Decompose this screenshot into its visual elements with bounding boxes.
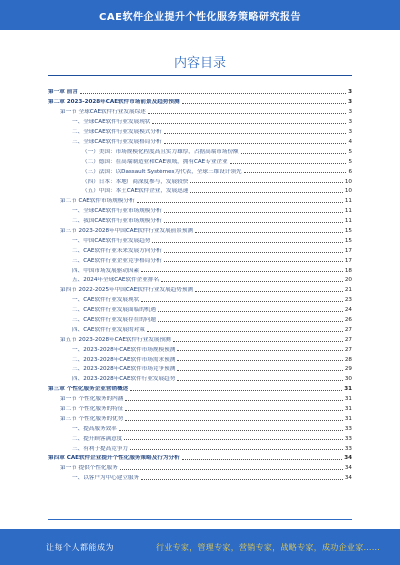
toc-entry[interactable] <box>48 284 352 294</box>
toc-entry[interactable] <box>48 383 352 393</box>
toc-entry-page: 4 <box>348 138 352 145</box>
toc-leader-dots <box>161 281 343 282</box>
toc-entry[interactable] <box>48 155 352 165</box>
toc-leader-dots <box>190 192 343 193</box>
toc-entry-title: 四、CAE软件行业发展的对策 <box>72 326 145 333</box>
toc-leader-dots <box>177 380 343 381</box>
toc-entry-title: 第二节 个性化服务的特征 <box>60 405 124 412</box>
toc-entry-title: 一、全球CAE软件行业市场规模分析 <box>72 208 162 215</box>
toc-leader-dots <box>125 400 343 401</box>
toc-entry-title: 第四节 2022-2025年中国CAE软件行业发展趋势预测 <box>60 287 194 294</box>
toc-entry-page: 34 <box>344 465 352 472</box>
toc-entry-title: 第一章 前言 <box>48 89 78 96</box>
toc-entry-page: 31 <box>344 415 352 422</box>
toc-entry-title: 第二章 2023-2028年CAE软件市场前景及趋势预测 <box>48 99 180 106</box>
toc-entry-title: 一、提高服务效率 <box>72 425 117 432</box>
toc-entry-title: 三、有利于提高竞争力 <box>72 445 128 452</box>
toc-leader-dots <box>182 459 343 460</box>
toc-entry-title: 一、以客户为中心建立服务 <box>72 475 140 482</box>
toc-entry[interactable] <box>48 363 352 373</box>
toc-entry-page: 5 <box>348 148 352 155</box>
toc-entry-title: （四）日本：本地厂商深度参与，发展较快 <box>82 178 189 185</box>
toc-leader-dots <box>125 410 343 411</box>
toc-entry-page: 29 <box>344 366 352 373</box>
toc-entry[interactable] <box>48 86 352 96</box>
toc-entry-page: 18 <box>344 267 352 274</box>
toc-entry-page: 23 <box>344 297 352 304</box>
toc-entry[interactable] <box>48 175 352 185</box>
toc-entry-title: 第三节 个性化服务的优势 <box>60 415 124 422</box>
toc-entry-page: 30 <box>344 376 352 383</box>
toc-entry[interactable] <box>48 205 352 215</box>
toc-entry-page: 10 <box>344 188 352 195</box>
toc-heading: 内容目录 <box>173 56 226 71</box>
toc-entry-page: 34 <box>344 455 352 462</box>
toc-entry[interactable] <box>48 462 352 472</box>
toc-entry-page: 3 <box>348 119 352 126</box>
toc-leader-dots <box>164 133 347 134</box>
table-of-contents <box>48 86 352 482</box>
toc-leader-dots <box>173 341 343 342</box>
toc-entry-title: 二、CAE软件行业未来发展方向分析 <box>72 247 162 254</box>
toc-leader-dots <box>164 143 347 144</box>
footer-slogan: 让每个人都能成为 <box>46 542 114 552</box>
toc-entry-page: 17 <box>344 257 352 264</box>
toc-leader-dots <box>190 182 343 183</box>
toc-entry-page: 3 <box>348 99 352 106</box>
toc-entry[interactable] <box>48 412 352 422</box>
toc-leader-dots <box>164 261 343 262</box>
toc-entry-title: 一、全球CAE软件行业发展现状 <box>72 119 151 126</box>
toc-entry-page: 28 <box>344 356 352 363</box>
toc-entry[interactable] <box>48 403 352 413</box>
toc-entry-page: 20 <box>344 277 352 284</box>
toc-entry-page: 6 <box>348 168 352 175</box>
toc-entry[interactable] <box>48 274 352 284</box>
toc-leader-dots <box>241 153 347 154</box>
heading-divider <box>48 75 352 76</box>
toc-entry[interactable] <box>48 472 352 482</box>
toc-entry-page: 27 <box>344 346 352 353</box>
toc-entry-page: 31 <box>344 405 352 412</box>
toc-entry-title: 第一节 全球CAE软件行业发展综述 <box>60 109 146 116</box>
toc-entry[interactable] <box>48 224 352 234</box>
toc-entry-title: 二、我国CAE软件行业市场规模分析 <box>72 218 162 225</box>
toc-entry[interactable] <box>48 234 352 244</box>
toc-entry[interactable] <box>48 96 352 106</box>
toc-leader-dots <box>125 420 343 421</box>
toc-entry-page: 11 <box>344 208 352 215</box>
toc-entry-title: 一、中国CAE软件行业发展趋势 <box>72 237 151 244</box>
toc-entry[interactable] <box>48 353 352 363</box>
toc-entry[interactable] <box>48 313 352 323</box>
toc-entry-title: 一、2023-2028年CAE软件市场规模预测 <box>72 346 176 353</box>
toc-entry-page: 21 <box>344 287 352 294</box>
toc-entry[interactable] <box>48 442 352 452</box>
toc-entry[interactable] <box>48 215 352 225</box>
toc-entry[interactable] <box>48 126 352 136</box>
toc-entry-title: 第一节 个性化服务的内涵 <box>60 396 124 403</box>
toc-entry[interactable] <box>48 294 352 304</box>
toc-entry-title: 五、2024年全球CAE软件企业排名 <box>72 277 160 284</box>
toc-entry-title: （三）法国：以Dassault Systèmes为代表，全球三维设计领先 <box>82 168 242 175</box>
toc-leader-dots <box>164 222 343 223</box>
toc-leader-dots <box>195 232 343 233</box>
toc-entry-title: 三、全球CAE软件行业发展格局分析 <box>72 138 162 145</box>
toc-entry-title: 三、2023-2028年CAE软件市场竞争预测 <box>72 366 176 373</box>
toc-entry[interactable] <box>48 135 352 145</box>
toc-entry-page: 33 <box>344 435 352 442</box>
toc-leader-dots <box>230 163 347 164</box>
toc-entry-title: 第四章 CAE软件企业提升个性化服务策略及行为分析 <box>48 455 180 462</box>
footer-divider <box>48 519 352 520</box>
toc-entry-title: 第五节 2023-2028年CAE软件行业发展预测 <box>60 336 171 343</box>
toc-leader-dots <box>141 301 343 302</box>
toc-entry-page: 3 <box>348 129 352 136</box>
toc-leader-dots <box>164 252 343 253</box>
toc-entry[interactable] <box>48 422 352 432</box>
toc-entry-page: 33 <box>344 425 352 432</box>
toc-leader-dots <box>137 202 343 203</box>
toc-entry-title: （五）中国：本土CAE软件企业，发展迅速 <box>82 188 189 195</box>
toc-entry-page: 10 <box>344 178 352 185</box>
toc-entry-page: 33 <box>344 445 352 452</box>
toc-entry-title: （一）美国：市场规模化程度高且实力雄厚，占据高端市场份额 <box>82 148 239 155</box>
toc-entry-title: 一、CAE软件行业发展现状 <box>72 297 140 304</box>
toc-entry-title: 四、2023-2028年CAE软件行业发展趋势 <box>72 376 176 383</box>
toc-entry-page: 31 <box>344 396 352 403</box>
toc-entry-title: 第三章 个性化服务企业营销概述 <box>48 386 129 393</box>
toc-leader-dots <box>124 439 343 440</box>
toc-leader-dots <box>119 430 343 431</box>
toc-leader-dots <box>158 311 343 312</box>
toc-leader-dots <box>120 469 343 470</box>
toc-entry[interactable] <box>48 432 352 442</box>
toc-entry[interactable] <box>48 323 352 333</box>
toc-entry-page: 15 <box>344 237 352 244</box>
toc-entry-page: 27 <box>344 326 352 333</box>
toc-entry-title: 第三节 2023-2028年中国CAE软件行业发展前景预测 <box>60 227 194 234</box>
toc-entry-title: 四、中国市场发展驱动因素 <box>72 267 140 274</box>
toc-entry-page: 11 <box>344 218 352 225</box>
toc-entry[interactable] <box>48 304 352 314</box>
toc-entry-title: 三、CAE软件行业发展存在的问题 <box>72 316 156 323</box>
toc-entry-page: 31 <box>344 386 352 393</box>
toc-leader-dots <box>130 390 342 391</box>
toc-entry-title: 二、提升顾客满意度 <box>72 435 123 442</box>
toc-entry[interactable] <box>48 165 352 175</box>
report-header <box>0 0 400 30</box>
toc-entry-title: 二、全球CAE软件行业发展模式分析 <box>72 129 162 136</box>
footer-banner <box>0 529 400 565</box>
toc-leader-dots <box>164 212 343 213</box>
toc-leader-dots <box>244 172 347 173</box>
toc-entry[interactable] <box>48 185 352 195</box>
toc-entry[interactable] <box>48 264 352 274</box>
toc-leader-dots <box>152 242 342 243</box>
toc-leader-dots <box>158 321 343 322</box>
toc-entry[interactable] <box>48 393 352 403</box>
report-title: CAE软件企业提升个性化服务策略研究报告 <box>99 11 301 23</box>
toc-leader-dots <box>130 449 343 450</box>
toc-entry[interactable] <box>48 254 352 264</box>
toc-entry-page: 27 <box>344 336 352 343</box>
toc-leader-dots <box>177 350 343 351</box>
toc-entry-page: 15 <box>344 227 352 234</box>
toc-leader-dots <box>80 93 346 94</box>
toc-leader-dots <box>182 103 347 104</box>
toc-entry[interactable] <box>48 452 352 462</box>
toc-leader-dots <box>152 123 346 124</box>
toc-entry[interactable] <box>48 106 352 116</box>
toc-entry-page: 24 <box>344 307 352 314</box>
toc-entry-page: 26 <box>344 316 352 323</box>
toc-leader-dots <box>195 291 343 292</box>
toc-entry[interactable] <box>48 333 352 343</box>
toc-entry[interactable] <box>48 373 352 383</box>
toc-entry[interactable] <box>48 116 352 126</box>
toc-entry-page: 3 <box>348 89 352 96</box>
toc-entry-title: 第一节 提供个性化服务 <box>60 465 118 472</box>
toc-entry-title: 二、CAE软件行业发展面临的机遇 <box>72 307 156 314</box>
toc-entry-page: 11 <box>344 198 352 205</box>
footer-roles: 行业专家，管理专家，营销专家，战略专家，成功企业家…… <box>156 542 381 552</box>
toc-leader-dots <box>147 331 343 332</box>
toc-entry-page: 5 <box>348 158 352 165</box>
toc-entry-title: 二、2023-2028年CAE软件市场需求预测 <box>72 356 176 363</box>
toc-leader-dots <box>148 113 347 114</box>
toc-entry[interactable] <box>48 145 352 155</box>
toc-entry-title: 三、CAE软件行业企业竞争格局分析 <box>72 257 162 264</box>
toc-entry-page: 3 <box>348 109 352 116</box>
toc-leader-dots <box>177 360 343 361</box>
toc-entry-page: 17 <box>344 247 352 254</box>
toc-entry[interactable] <box>48 195 352 205</box>
toc-entry[interactable] <box>48 343 352 353</box>
toc-leader-dots <box>141 271 343 272</box>
toc-leader-dots <box>141 479 343 480</box>
toc-entry-page: 34 <box>344 475 352 482</box>
toc-leader-dots <box>177 370 343 371</box>
toc-entry[interactable] <box>48 244 352 254</box>
toc-entry-title: （二）德国：在高端制造业和CAE领域，拥有CAE专业企业 <box>82 158 228 165</box>
toc-entry-title: 第二节 CAE软件市场规模分析 <box>60 198 135 205</box>
